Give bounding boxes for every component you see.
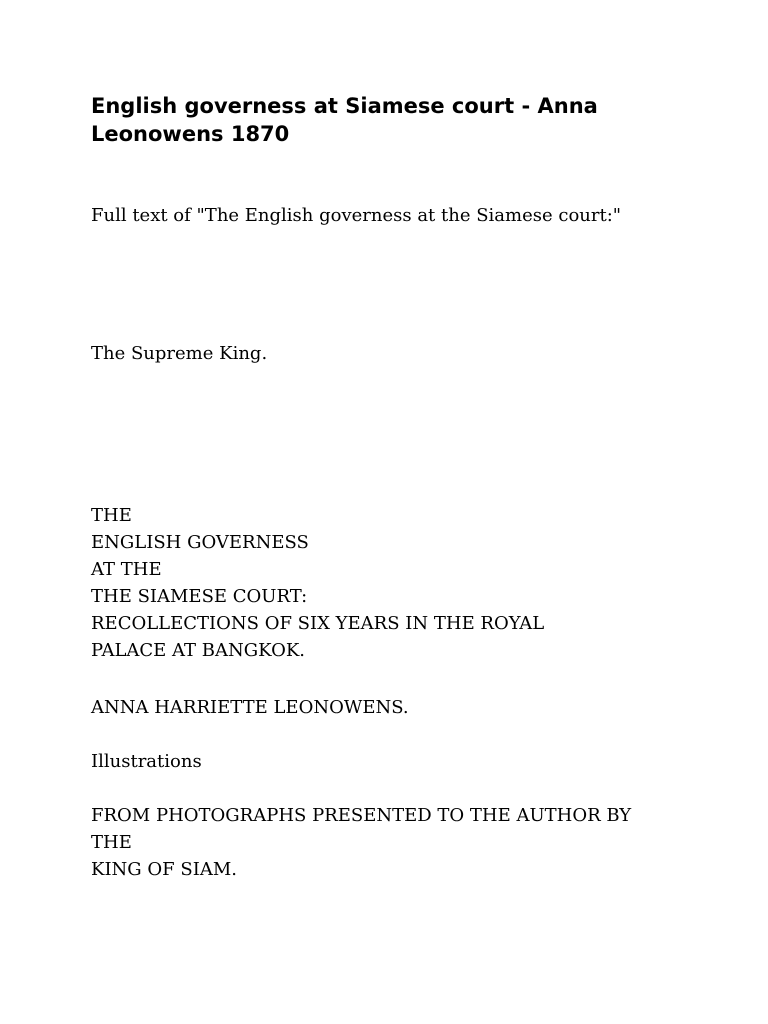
title-page-block: [91, 502, 544, 664]
title-page-line: THE: [91, 505, 132, 526]
illustrations-label: Illustrations: [91, 751, 202, 772]
title-page-line: RECOLLECTIONS OF SIX YEARS IN THE ROYAL: [91, 613, 545, 634]
title-line: Leonowens 1870: [91, 122, 290, 146]
title-page-line: ENGLISH GOVERNESS: [91, 532, 309, 553]
frontispiece-caption: The Supreme King.: [91, 343, 268, 364]
photographs-line: THE: [91, 832, 132, 853]
photographs-credit-block: [91, 802, 631, 883]
title-line: English governess at Siamese court - Anna: [91, 94, 598, 118]
title-page-line: PALACE AT BANGKOK.: [91, 640, 306, 661]
intro-text: Full text of "The English governess at the Siamese court:": [91, 205, 622, 226]
document-title: [91, 92, 691, 148]
photographs-line: FROM PHOTOGRAPHS PRESENTED TO THE AUTHOR BY: [91, 805, 632, 826]
author-name: ANNA HARRIETTE LEONOWENS.: [91, 697, 409, 718]
title-page-line: AT THE: [91, 559, 162, 580]
photographs-line: KING OF SIAM.: [91, 859, 237, 880]
title-page-line: THE SIAMESE COURT:: [91, 586, 308, 607]
